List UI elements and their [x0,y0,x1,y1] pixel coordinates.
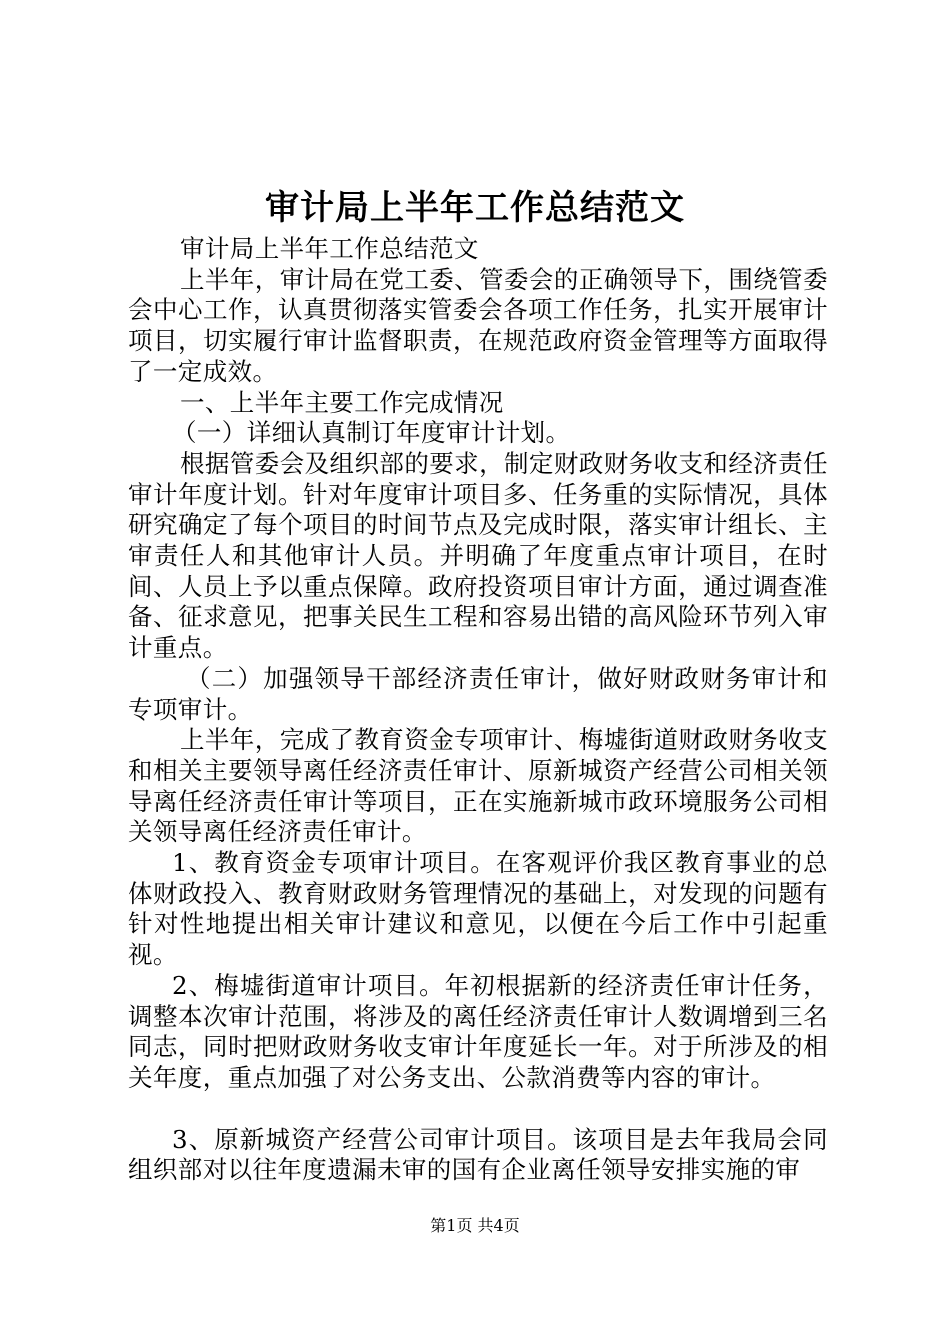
subsection-heading-1: （一）详细认真制订年度审计计划。 [172,418,571,448]
page-footer: 第1页 共4页 [430,1216,520,1235]
paragraph-gap [128,1094,828,1125]
paragraph-first-half: 上半年，完成了教育资金专项审计、梅墟街道财政财务收支和相关主要领导离任经济责任审计、原新城资产经营公司相关领导离任经济责任审计等项目，正在实施新城市政环境服务公司相关领导离任经济责任审计。 [128,725,828,847]
paragraph-plan: 根据管委会及组织部的要求，制定财政财务收支和经济责任审计年度计划。针对年度审计项目多、任务重的实际情况，具体研究确定了每个项目的时间节点及完成时限，落实审计组长、主审责任人和其他审计人员。并明确了年度重点审计项目，在时间、人员上予以重点保障。政府投资项目审计方面，通过调查准备、征求意见，把事关民生工程和容易出错的高风险环节列入审计重点。 [128,448,828,663]
list-item-3: 3、原新城资产经营公司审计项目。该项目是去年我局会同组织部对以往年度遗漏未审的国有企业离任领导安排实施的审 [128,1124,828,1185]
list-item-1: 1、教育资金专项审计项目。在客观评价我区教育事业的总体财政投入、教育财政财务管理情况的基础上，对发现的问题有针对性地提出相关审计建议和意见，以便在今后工作中引起重视。 [128,848,828,970]
paragraph-intro: 上半年，审计局在党工委、管委会的正确领导下，围绕管委会中心工作，认真贯彻落实管委会各项工作任务，扎实开展审计项目，切实履行审计监督职责，在规范政府资金管理等方面取得了一定成效。 [128,264,828,386]
section-heading-1: 一、上半年主要工作完成情况 [180,387,504,417]
subsection-heading-2: （二）加强领导干部经济责任审计，做好财政财务审计和专项审计。 [128,663,828,724]
paragraph-subtitle: 审计局上半年工作总结范文 [180,234,479,263]
document-body [128,234,828,1186]
list-item-2: 2、梅墟街道审计项目。年初根据新的经济责任审计任务，调整本次审计范围，将涉及的离任经济责任审计人数调增到三名同志，同时把财政财务收支审计年度延长一年。对于所涉及的相关年度，重点加强了对公务支出、公款消费等内容的审计。 [128,970,828,1092]
document-title: 审计局上半年工作总结范文 [265,188,685,228]
